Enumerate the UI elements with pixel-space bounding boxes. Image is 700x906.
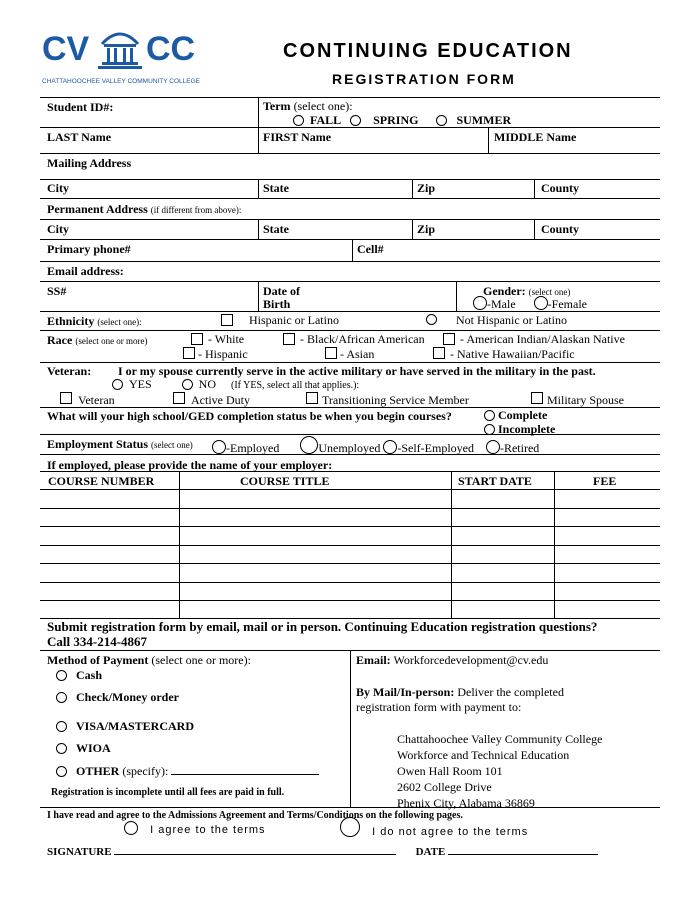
address-line: Chattahoochee Valley Community College — [397, 732, 603, 746]
agree-option: I agree to the terms — [124, 821, 266, 836]
contact-email — [356, 653, 548, 668]
course-title-header: COURSE TITLE — [240, 474, 330, 488]
signature-field[interactable] — [114, 854, 396, 855]
incomplete-radio[interactable] — [484, 424, 495, 435]
payment-incomplete-note: Registration is incomplete until all fees are paid in full. — [51, 787, 285, 798]
employment-options: -Employed Unemployed -Self-Employed -Retired — [212, 436, 539, 456]
date-label: DATE — [415, 846, 446, 858]
payment-check: Check/Money order — [56, 690, 179, 705]
payment-visa: VISA/MASTERCARD — [56, 719, 194, 734]
asian-checkbox[interactable] — [325, 347, 337, 359]
american-indian-label: - American Indian/Alaskan Native — [460, 332, 625, 346]
term-options: FALL SPRING SUMMER — [293, 113, 511, 128]
signature-row — [47, 846, 598, 858]
logo-right: CC — [146, 30, 196, 68]
course-number-header: COURSE NUMBER — [48, 474, 155, 488]
address-line: Workforce and Technical Education — [397, 748, 570, 762]
spring-radio[interactable] — [350, 115, 361, 126]
payment-method-field — [47, 653, 251, 668]
retired-radio[interactable] — [486, 440, 500, 454]
employment-label: Employment Status — [47, 437, 149, 451]
veteran-yes-radio[interactable] — [112, 379, 123, 390]
state-label-2: State — [263, 222, 289, 236]
table-row[interactable] — [40, 526, 660, 527]
veteran-question: I or my spouse currently serve in the active military or have served in the military in the past. — [118, 364, 596, 378]
county-label-2: County — [541, 222, 580, 236]
race-field — [47, 333, 148, 348]
veteran-option-label: Veteran — [78, 393, 115, 407]
unemployed-radio[interactable] — [300, 436, 318, 454]
contact-mail-text: Deliver the completed — [457, 685, 564, 699]
permanent-address-label: Permanent Address — [47, 202, 148, 216]
term-field — [263, 99, 353, 114]
complete-radio[interactable] — [484, 410, 495, 421]
gender-label: Gender: — [483, 284, 526, 298]
hs-incomplete: Incomplete — [484, 422, 555, 437]
state-label: State — [263, 181, 289, 195]
course-table — [40, 471, 660, 619]
wioa-radio[interactable] — [56, 743, 67, 754]
table-row[interactable] — [40, 582, 660, 583]
ethnicity-field — [47, 314, 142, 329]
city-label-2: City — [47, 222, 69, 236]
native-hawaiian-label: - Native Hawaiian/Pacific — [450, 347, 575, 361]
veteran-yes-no: YES NO (If YES, select all that applies.): — [112, 377, 359, 392]
date-field[interactable] — [448, 854, 598, 855]
contact-email-label: Email: — [356, 653, 391, 667]
military-spouse-checkbox[interactable] — [531, 392, 543, 404]
hispanic-race-label: - Hispanic — [198, 347, 248, 361]
term-note: (select one): — [293, 99, 353, 113]
other-radio[interactable] — [56, 766, 67, 777]
county-label: County — [541, 181, 580, 195]
primary-phone-label: Primary phone# — [47, 242, 131, 256]
dob-label-line1: Date of — [263, 284, 300, 298]
hispanic-checkbox[interactable] — [221, 314, 233, 326]
gender-note: (select one) — [528, 287, 571, 297]
american-indian-checkbox[interactable] — [443, 333, 455, 345]
permanent-address-field — [47, 202, 241, 217]
zip-label-2: Zip — [417, 222, 436, 236]
submit-phone: Call 334-214-4867 — [47, 634, 148, 649]
summer-radio[interactable] — [436, 115, 447, 126]
agree-radio[interactable] — [124, 821, 138, 835]
table-row[interactable] — [40, 563, 660, 564]
table-row[interactable] — [40, 545, 660, 546]
email-label: Email address: — [47, 264, 124, 278]
self-employed-radio[interactable] — [383, 440, 397, 454]
race-label: Race — [47, 333, 73, 347]
payment-method-note: (select one or more): — [151, 653, 251, 667]
contact-mail — [356, 685, 564, 700]
logo-subtitle: CHATTAHOOCHEE VALLEY COMMUNITY COLLEGE — [42, 78, 200, 85]
signature-label: SIGNATURE — [47, 846, 112, 858]
fee-header: FEE — [593, 474, 617, 488]
black-label: - Black/African American — [300, 332, 425, 346]
asian-label: - Asian — [340, 347, 375, 361]
not-hispanic-radio[interactable] — [426, 314, 437, 325]
page-title: CONTINUING EDUCATION — [283, 40, 573, 62]
agreement-text: I have read and agree to the Admissions Agreement and Terms/Conditions on the following pages. — [47, 810, 463, 821]
other-specify-field[interactable] — [171, 774, 319, 775]
permanent-address-note: (if different from above): — [150, 205, 242, 215]
active-duty-label: Active Duty — [191, 393, 250, 407]
address-line: 2602 College Drive — [397, 780, 492, 794]
mailing-address-label: Mailing Address — [47, 156, 132, 170]
employment-note: (select one) — [151, 440, 193, 450]
payment-method-label: Method of Payment — [47, 653, 149, 667]
cell-label: Cell# — [357, 242, 384, 256]
page-subtitle: REGISTRATION FORM — [332, 71, 516, 87]
first-name-label: FIRST Name — [263, 130, 332, 144]
not-hispanic-label: Not Hispanic or Latino — [456, 313, 567, 327]
military-spouse-label: Military Spouse — [547, 393, 624, 407]
gender-options: -Male -Female — [473, 296, 587, 312]
fall-radio[interactable] — [293, 115, 304, 126]
active-duty-checkbox[interactable] — [173, 392, 185, 404]
last-name-label: LAST Name — [47, 130, 112, 144]
submit-instructions: Submit registration form by email, mail or in person. Continuing Education registration questions? — [47, 619, 598, 634]
contact-email-value[interactable]: Workforcedevelopment@cv.edu — [393, 653, 549, 667]
contact-mail-label: By Mail/In-person: — [356, 685, 455, 699]
college-logo — [42, 26, 202, 92]
start-date-header: START DATE — [458, 474, 532, 488]
other-note: (specify): — [122, 764, 169, 778]
race-note: (select one or more) — [75, 336, 148, 346]
employment-field — [47, 437, 193, 452]
table-row[interactable] — [40, 489, 660, 490]
check-radio[interactable] — [56, 692, 67, 703]
transitioning-checkbox[interactable] — [306, 392, 318, 404]
transitioning-label: Transitioning Service Member — [322, 393, 469, 407]
ss-label: SS# — [47, 284, 67, 298]
student-id-label: Student ID#: — [47, 100, 114, 114]
veteran-checkbox[interactable] — [60, 392, 72, 404]
white-checkbox[interactable] — [191, 333, 203, 345]
white-label: - White — [208, 332, 245, 346]
visa-radio[interactable] — [56, 721, 67, 732]
disagree-radio[interactable] — [340, 817, 360, 837]
payment-cash: Cash — [56, 668, 102, 683]
hs-complete: Complete — [484, 408, 547, 423]
payment-other: OTHER (specify): — [56, 764, 319, 779]
ethnicity-note: (select one): — [97, 317, 142, 327]
disagree-option: I do not agree to the terms — [340, 817, 528, 838]
employer-label: If employed, please provide the name of your employer: — [47, 458, 333, 472]
dob-label-line2: Birth — [263, 297, 291, 311]
payment-wioa: WIOA — [56, 741, 111, 756]
middle-name-label: MIDDLE Name — [494, 130, 577, 144]
veteran-label: Veteran: — [47, 364, 92, 378]
building-icon — [96, 26, 144, 70]
mailing-address-block — [397, 731, 602, 811]
employed-radio[interactable] — [212, 440, 226, 454]
address-line: Phenix City, Alabama 36869 — [397, 796, 535, 810]
contact-mail-text-2: registration form with payment to: — [356, 700, 522, 714]
term-label: Term — [263, 99, 291, 113]
address-line: Owen Hall Room 101 — [397, 764, 503, 778]
hispanic-race-checkbox[interactable] — [183, 347, 195, 359]
cash-radio[interactable] — [56, 670, 67, 681]
table-row[interactable] — [40, 600, 660, 601]
ethnicity-label: Ethnicity — [47, 314, 95, 328]
logo-left: CV — [42, 30, 90, 68]
female-radio[interactable] — [534, 296, 548, 310]
hispanic-label: Hispanic or Latino — [249, 313, 339, 327]
table-row[interactable] — [40, 508, 660, 509]
city-label: City — [47, 181, 69, 195]
zip-label: Zip — [417, 181, 436, 195]
black-checkbox[interactable] — [283, 333, 295, 345]
veteran-no-radio[interactable] — [182, 379, 193, 390]
hs-question: What will your high school/GED completion status be when you begin courses? — [47, 409, 452, 423]
native-hawaiian-checkbox[interactable] — [433, 347, 445, 359]
male-radio[interactable] — [473, 296, 487, 310]
